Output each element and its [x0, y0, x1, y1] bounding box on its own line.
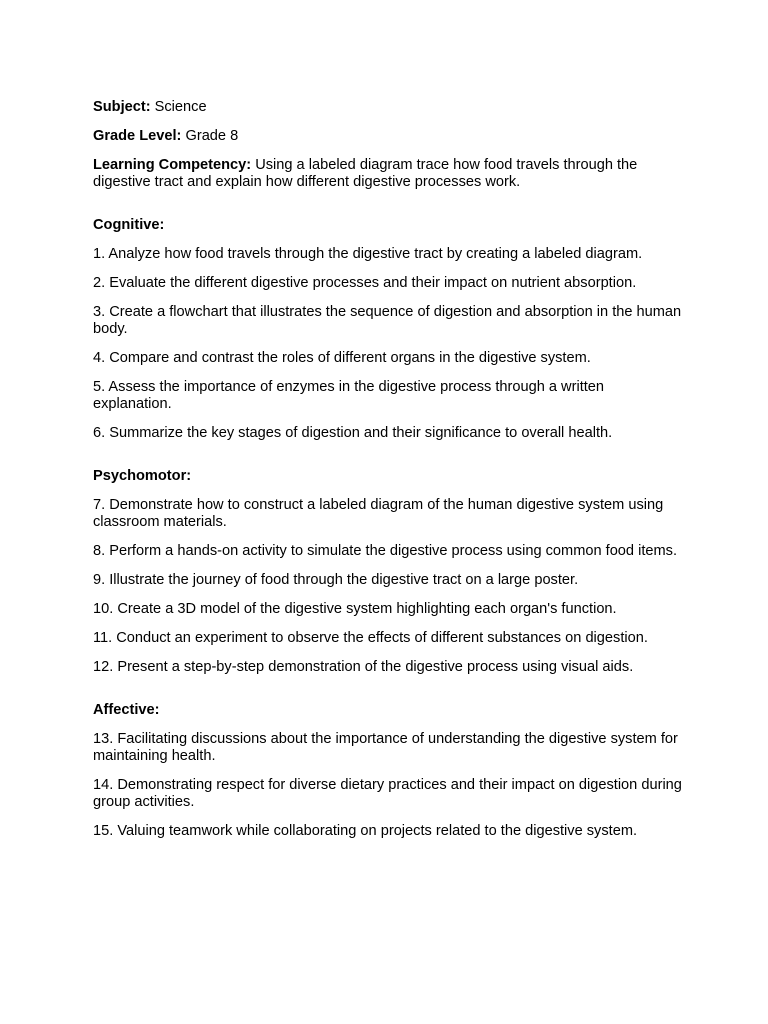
- section-heading-affective: Affective:: [93, 702, 160, 718]
- objective-item: 8. Perform a hands-on activity to simulate the digestive process using common food items.: [93, 543, 678, 559]
- objective-item: 6. Summarize the key stages of digestion and their significance to overall health.: [93, 425, 613, 441]
- grade-level-label: Grade Level:: [93, 128, 182, 144]
- objective-item: 11. Conduct an experiment to observe the effects of different substances on digestion.: [93, 630, 648, 646]
- section-heading-cognitive: Cognitive:: [93, 217, 165, 233]
- grade-level-line: [93, 128, 683, 145]
- section-heading-psychomotor: Psychomotor:: [93, 468, 192, 484]
- learning-competency-line: [93, 157, 683, 191]
- grade-level-value: Grade 8: [185, 128, 239, 144]
- subject-value: Science: [154, 99, 207, 115]
- objective-item: 14. Demonstrating respect for diverse dietary practices and their impact on digestion during group activities.: [93, 777, 682, 810]
- learning-competency-label: Learning Competency:: [93, 157, 252, 173]
- document-content: [93, 99, 683, 852]
- objective-item: 2. Evaluate the different digestive processes and their impact on nutrient absorption.: [93, 275, 637, 291]
- objective-item: 10. Create a 3D model of the digestive system highlighting each organ's function.: [93, 601, 617, 617]
- objective-item: 15. Valuing teamwork while collaborating on projects related to the digestive system.: [93, 823, 638, 839]
- section-cognitive: [93, 217, 683, 442]
- objective-item: 1. Analyze how food travels through the digestive tract by creating a labeled diagram.: [93, 246, 643, 262]
- objective-item: 12. Present a step-by-step demonstration of the digestive process using visual aids.: [93, 659, 634, 675]
- objective-item: 9. Illustrate the journey of food through the digestive tract on a large poster.: [93, 572, 579, 588]
- learning-competency-value: Using a labeled diagram trace how food travels through the digestive tract and explain how different digestive processes work.: [93, 157, 638, 190]
- objective-item: 3. Create a flowchart that illustrates the sequence of digestion and absorption in the human body.: [93, 304, 682, 337]
- objective-item: 13. Facilitating discussions about the importance of understanding the digestive system for maintaining health.: [93, 731, 678, 764]
- subject-line: [93, 99, 683, 116]
- section-psychomotor: [93, 468, 683, 676]
- objective-item: 5. Assess the importance of enzymes in the digestive process through a written explanation.: [93, 379, 605, 412]
- objective-item: 7. Demonstrate how to construct a labeled diagram of the human digestive system using classroom materials.: [93, 497, 664, 530]
- subject-label: Subject:: [93, 99, 151, 115]
- section-affective: [93, 702, 683, 840]
- objective-item: 4. Compare and contrast the roles of different organs in the digestive system.: [93, 350, 591, 366]
